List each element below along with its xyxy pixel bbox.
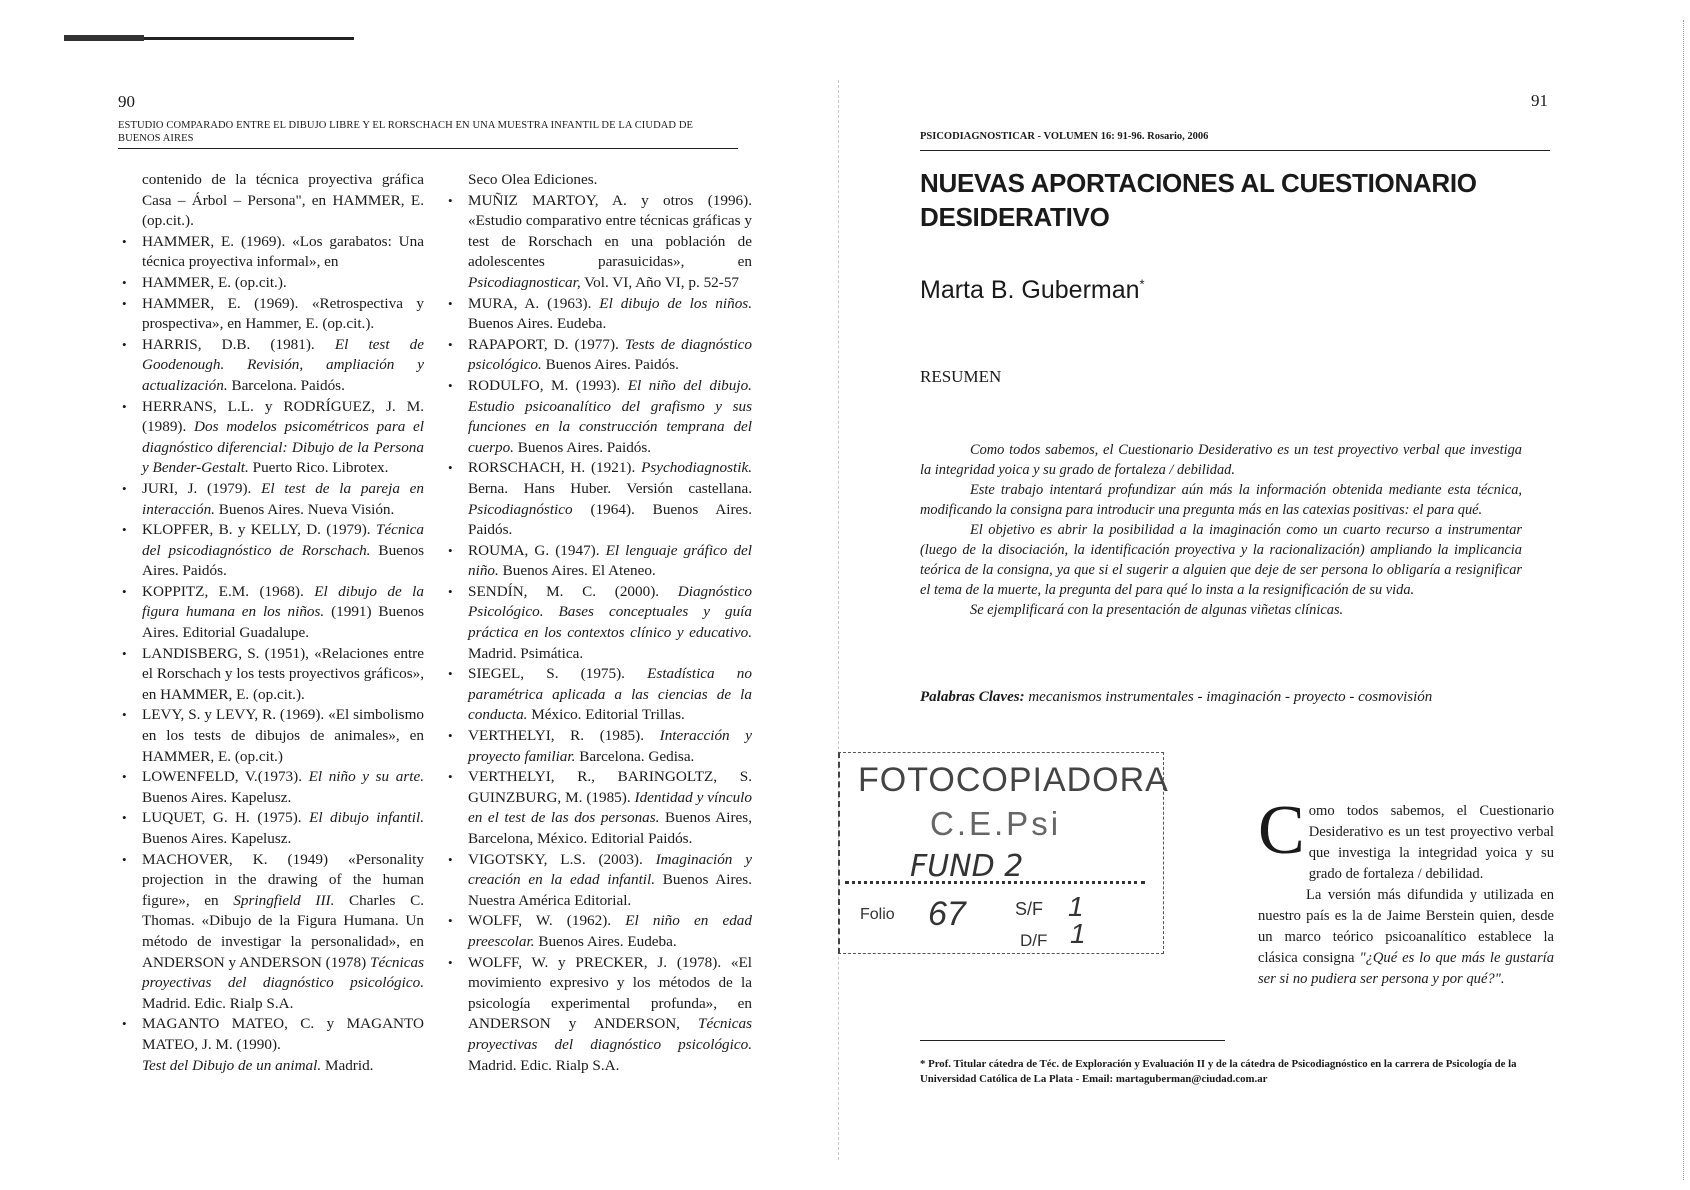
reference-item: Seco Olea Ediciones. (468, 171, 598, 188)
reference-item: Test del Dibujo de un animal. Madrid. (142, 1056, 374, 1074)
references-column-2 (450, 170, 752, 1076)
author-footnote-mark: * (1139, 276, 1145, 292)
reference-item: • WOLFF, W. y PRECKER, J. (1978). «El movimiento expresivo y los métodos de la psicología experimental profunda», en ANDERSON y ANDERSON, Técnicas proyectivas del diagnóstico psicológico. Madrid. Edic. Rialp S.A. (450, 953, 752, 1077)
abstract (920, 440, 1522, 620)
running-head-right: PSICODIAGNOSTICAR - VOLUMEN 16: 91-96. Rosario, 2006 (920, 131, 1209, 142)
reference-item: • HAMMER, E. (1969). «Los garabatos: Una técnica proyectiva informal», en (124, 232, 424, 273)
reference-item: • WOLFF, W. (1962). El niño en edad preescolar. Buenos Aires. Eudeba. (450, 911, 752, 952)
scan-artifact-bar (64, 37, 354, 40)
reference-item: • LOWENFELD, V.(1973). El niño y su arte. Buenos Aires. Kapelusz. (124, 767, 424, 808)
footnote: * Prof. Titular cátedra de Téc. de Exploración y Evaluación II y de la cátedra de Psicodiagnóstico en la carrera de Psicología de la Universidad Católica de La Plata - Email: martaguberman@ciudad.com.ar (920, 1058, 1517, 1085)
reference-item: • JURI, J. (1979). El test de la pareja en interacción. Buenos Aires. Nueva Visión. (124, 479, 424, 520)
stamp-folio-value: 67 (928, 895, 966, 933)
reference-item: • VERTHELYI, R., BARINGOLTZ, S. GUINZBURG, M. (1985). Identidad y vínculo en el test de las dos personas. Buenos Aires, Barcelona, México. Editorial Paidós. (450, 767, 752, 849)
running-head-rule (118, 148, 738, 149)
reference-item: • HERRANS, L.L. y RODRÍGUEZ, J. M. (1989). Dos modelos psicométricos para el diagnóstico diferencial: Dibujo de la Persona y Bender-Gestalt. Puerto Rico. Librotex. (124, 397, 424, 479)
abstract-paragraph: El objetivo es abrir la posibilidad a la imaginación como un cuarto recurso a instrumentar (luego de la disociación, la identificación proyectiva y la racionalización) ampliando la implicancia teórica de la consigna, ya que si el sugerir a alguien que deje de ser persona lo obligaría a resignificar el tema de la muerte, la pregunta del para qué lo insta a la resignificación de su vida. (920, 522, 1522, 598)
article-author (920, 276, 1145, 305)
reference-item: • RAPAPORT, D. (1977). Tests de diagnóstico psicológico. Buenos Aires. Paidós. (450, 335, 752, 376)
footnote-rule (920, 1040, 1225, 1041)
stamp-df-label: D/F (1020, 931, 1048, 950)
stamp-divider (845, 881, 1145, 884)
abstract-paragraph: Se ejemplificará con la presentación de algunas viñetas clínicas. (970, 602, 1344, 618)
reference-item: • MURA, A. (1963). El dibujo de los niños. Buenos Aires. Eudeba. (450, 294, 752, 335)
article-body (1258, 792, 1555, 990)
drop-cap: C (1258, 792, 1305, 869)
reference-item: • LUQUET, G. H. (1975). El dibujo infantil. Buenos Aires. Kapelusz. (124, 808, 424, 849)
reference-item: • HAMMER, E. (op.cit.). (124, 273, 424, 294)
reference-item: • VERTHELYI, R. (1985). Interacción y proyecto familiar. Barcelona. Gedisa. (450, 726, 752, 767)
running-head-rule-right (920, 150, 1550, 151)
stamp-sf-label: S/F (1015, 899, 1044, 919)
reference-item: • LEVY, S. y LEVY, R. (1969). «El simbolismo en los tests de dibujos de animales», en HAMMER, E. (op.cit.) (124, 705, 424, 767)
author-name: Marta B. Guberman (920, 276, 1140, 304)
page-fold (838, 80, 839, 1160)
stamp-subtitle: C.E.Psi (930, 805, 1062, 842)
reference-item: contenido de la técnica proyectiva gráfica Casa – Árbol – Persona", en HAMMER, E. (op.cit.). (142, 171, 424, 230)
stamp-sf-value: 1 (1068, 891, 1084, 922)
reference-item: • VIGOTSKY, L.S. (2003). Imaginación y creación en la edad infantil. Buenos Aires. Nuestra América Editorial. (450, 850, 752, 912)
keywords (920, 689, 1540, 706)
reference-item: • RORSCHACH, H. (1921). Psychodiagnostik. Berna. Hans Huber. Versión castellana. Psicodiagnóstico (1964). Buenos Aires. Paidós. (450, 458, 752, 540)
reference-item: • HARRIS, D.B. (1981). El test de Goodenough. Revisión, ampliación y actualización. Barcelona. Paidós. (124, 335, 424, 397)
body-paragraph-2 (1258, 885, 1554, 990)
reference-item: • HAMMER, E. (1969). «Retrospectiva y prospectiva», en Hammer, E. (op.cit.). (124, 294, 424, 335)
reference-item: • MACHOVER, K. (1949) «Personality projection in the drawing of the human figure», en Springfield III. Charles C. Thomas. «Dibujo de la Figura Humana. Un método de investigar la personalidad», en ANDERSON y ANDERSON (1978) Técnicas proyectivas del diagnóstico psicológico. Madrid. Edic. Rialp S.A. (124, 850, 424, 1015)
keywords-list: mecanismos instrumentales - imaginación - proyecto - cosmovisión (1028, 689, 1433, 705)
reference-item: • MAGANTO MATEO, C. y MAGANTO MATEO, J. M. (1990). (124, 1014, 424, 1055)
reference-item: • KLOPFER, B. y KELLY, D. (1979). Técnica del psicodiagnóstico de Rorschach. Buenos Aires. Paidós. (124, 520, 424, 582)
article-title: NUEVAS APORTACIONES AL CUESTIONARIO DESIDERATIVO (920, 168, 1477, 232)
reference-item: • KOPPITZ, E.M. (1968). El dibujo de la figura humana en los niños. (1991) Buenos Aires. Editorial Guadalupe. (124, 582, 424, 644)
reference-item: • RODULFO, M. (1993). El niño del dibujo. Estudio psicoanalítico del grafismo y sus funciones en la construcción temprana del cuerpo. Buenos Aires. Paidós. (450, 376, 752, 458)
abstract-paragraph: Como todos sabemos, el Cuestionario Desiderativo es un test proyectivo verbal que investiga la integridad yoica y su grado de fortaleza / debilidad. (920, 442, 1522, 478)
page-number-left: 90 (118, 92, 135, 111)
reference-item: • LANDISBERG, S. (1951), «Relaciones entre el Rorschach y los tests proyectivos gráficos», en HAMMER, E. (op.cit.). (124, 644, 424, 706)
body-paragraph-2-quote: "¿Qué es lo que más le gustaría ser si no pudiera ser persona y por qué?". (1258, 950, 1555, 987)
page-edge (1683, 20, 1684, 1180)
abstract-heading: RESUMEN (920, 367, 1002, 386)
abstract-paragraph: Este trabajo intentará profundizar aún más la información obtenida mediante esta técnica, modificando la consigna para introducir una pregunta más en las catexias positivas: el para qué. (920, 482, 1522, 518)
stamp-df-value: 1 (1070, 918, 1086, 949)
body-paragraph-1: omo todos sabemos, el Cuestionario Desiderativo es un test proyectivo verbal que investiga la integridad yoica y su grado de fortaleza / debilidad. (1308, 803, 1554, 882)
stamp-fund: FUND 2 (910, 849, 1024, 884)
reference-item: • SENDÍN, M. C. (2000). Diagnóstico Psicológico. Bases conceptuales y guía práctica en los contextos clínico y educativo. Madrid. Psimática. (450, 582, 752, 664)
reference-item: • MUÑIZ MARTOY, A. y otros (1996). «Estudio comparativo entre técnicas gráficas y test de Rorschach en una población de adolescentes parasuicidas», en Psicodiagnosticar, Vol. VI, Año VI, p. 52-57 (450, 191, 752, 294)
stamp-folio-label: Folio (860, 906, 895, 923)
reference-item: • SIEGEL, S. (1975). Estadística no paramétrica aplicada a las ciencias de la conducta. México. Editorial Trillas. (450, 664, 752, 726)
running-head-left: ESTUDIO COMPARADO ENTRE EL DIBUJO LIBRE Y EL RORSCHACH EN UNA MUESTRA INFANTIL DE LA CIUDAD DE BUENOS AIRES (118, 120, 694, 144)
body-paragraph-2-text: La versión más difundida y utilizada en nuestro país es la de Jaime Berstein quien, desde un marco teórico psicoanalítico establece la clásica consigna (1258, 887, 1554, 966)
references-column-1 (124, 170, 424, 1076)
library-stamp (838, 752, 1169, 954)
reference-item: • ROUMA, G. (1947). El lenguaje gráfico del niño. Buenos Aires. El Ateneo. (450, 541, 752, 582)
keywords-label: Palabras Claves: (920, 689, 1025, 705)
stamp-title: FOTOCOPIADORA (858, 761, 1169, 799)
page-number-right: 91 (1531, 91, 1548, 110)
